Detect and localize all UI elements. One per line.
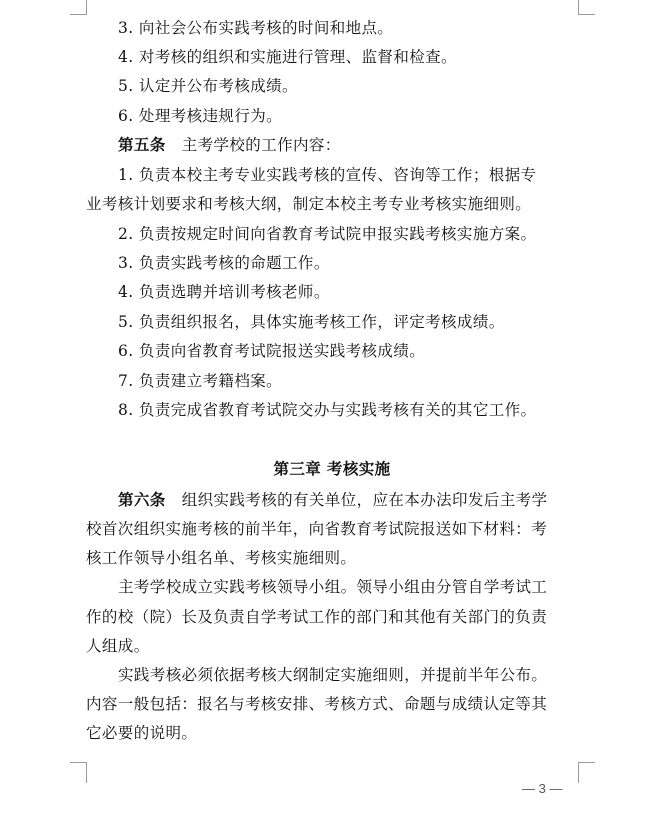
text-line: 8. 负责完成省教育考试院交办与实践考核有关的其它工作。	[118, 401, 537, 419]
crop-mark-top-left	[70, 0, 87, 15]
text-line: 2. 负责按规定时间向省教育考试院申报实践考核实施方案。	[118, 225, 537, 243]
text-line: 业考核计划要求和考核大纲，制定本校主考专业考核实施细则。	[86, 195, 532, 213]
article-5-label: 第五条	[118, 135, 166, 154]
text-line: 作的校（院）长及负责自学考试工作的部门和其他有关部门的负责	[86, 608, 548, 626]
crop-mark-top-right	[578, 0, 595, 15]
text-line: 6. 处理考核违规行为。	[118, 107, 283, 125]
text-line: 5. 认定并公布考核成绩。	[118, 77, 298, 95]
text-line: 校首次组织实施考核的前半年，向省教育考试院报送如下材料：考	[86, 520, 548, 538]
text-line: 它必要的说明。	[86, 724, 198, 742]
page-number: — 3 —	[522, 781, 563, 796]
text-line: 核工作领导小组名单、考核实施细则。	[86, 549, 357, 567]
text-line: 人组成。	[86, 637, 150, 655]
crop-mark-bottom-left	[70, 762, 87, 783]
chapter-heading: 第三章 考核实施	[273, 459, 391, 478]
text-line: 实践考核必须依据考核大纲制定实施细则，并提前半年公布。	[118, 666, 548, 684]
crop-mark-bottom-right	[578, 762, 595, 783]
text-line: 3. 负责实践考核的命题工作。	[118, 254, 330, 272]
text-line: 4. 对考核的组织和实施进行管理、监督和检查。	[118, 48, 457, 66]
text-line: 4. 负责选聘并培训考核老师。	[118, 283, 330, 301]
article-6-text: 组织实践考核的有关单位，应在本办法印发后主考学	[181, 491, 548, 509]
article-6-line	[118, 490, 547, 510]
text-line: 7. 负责建立考籍档案。	[118, 372, 283, 390]
text-line: 3. 向社会公布实践考核的时间和地点。	[118, 19, 394, 37]
text-line: 5. 负责组织报名，具体实施考核工作，评定考核成绩。	[118, 313, 505, 331]
text-line: 主考学校成立实践考核领导小组。领导小组由分管自学考试工	[118, 578, 548, 596]
text-line: 内容一般包括：报名与考核安排、考核方式、命题与成绩认定等其	[86, 695, 548, 713]
article-5-line	[118, 135, 341, 155]
text-line: 1. 负责本校主考专业实践考核的宣传、咨询等工作；根据专	[118, 166, 537, 184]
article-6-label: 第六条	[118, 490, 166, 509]
article-5-text: 主考学校的工作内容：	[181, 136, 341, 154]
text-line: 6. 负责向省教育考试院报送实践考核成绩。	[118, 342, 426, 360]
